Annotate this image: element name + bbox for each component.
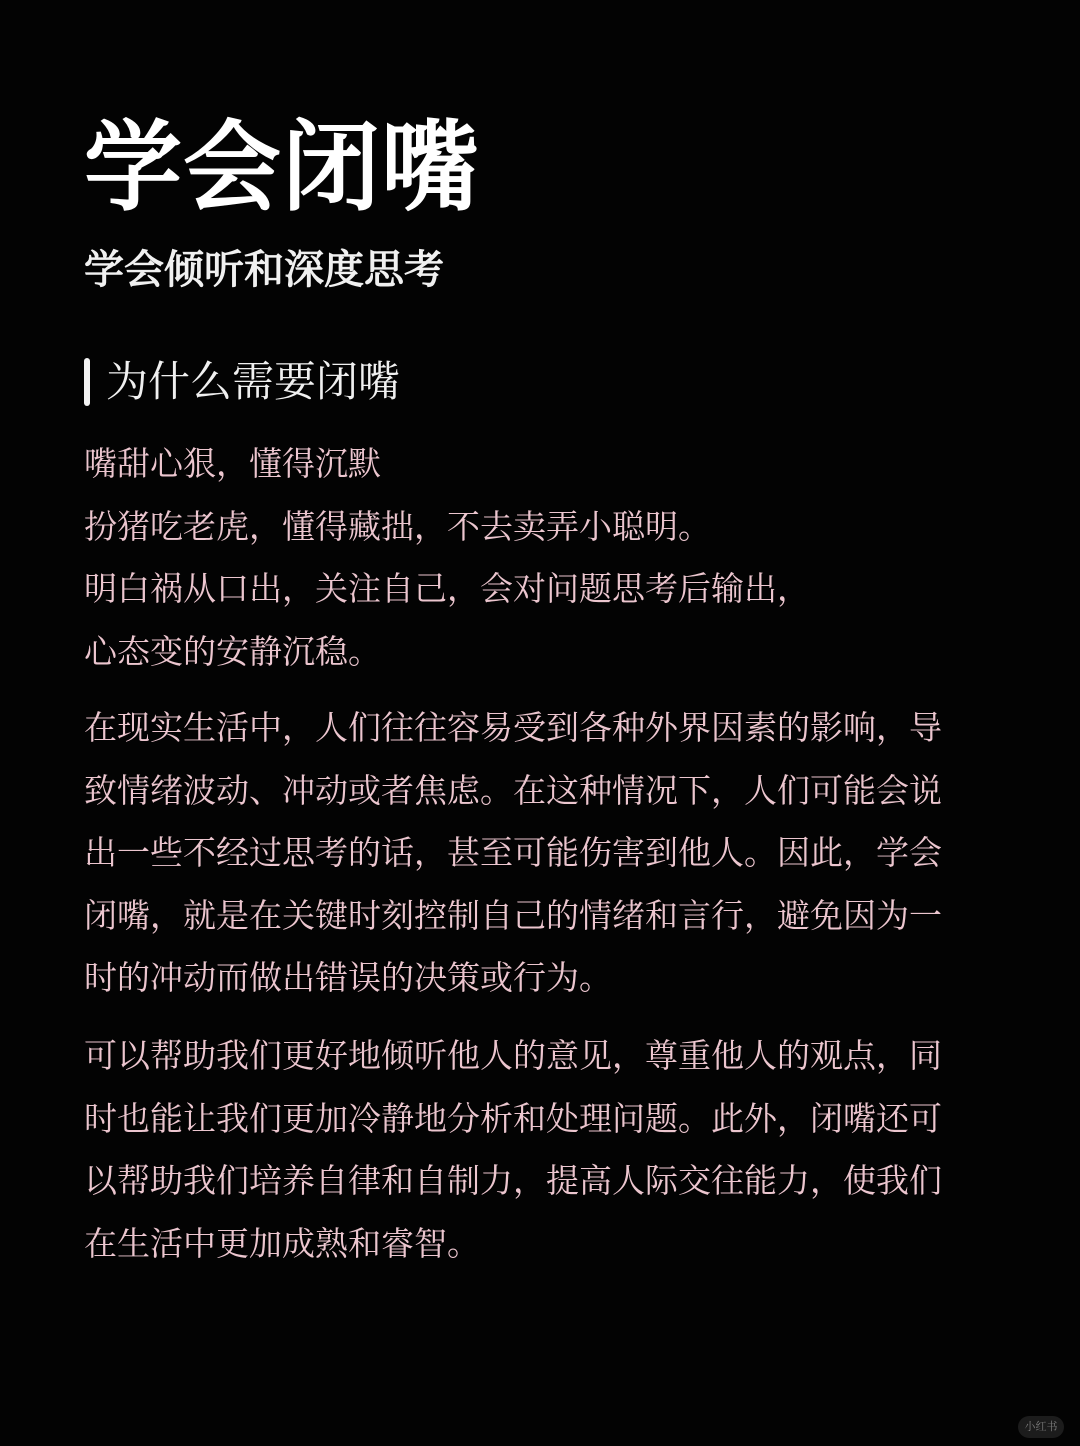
section-accent-bar xyxy=(84,358,90,406)
paragraph-line: 时的冲动而做出错误的决策或行为。 xyxy=(84,958,612,997)
paragraph-line: 时也能让我们更加冷静地分析和处理问题。此外，闭嘴还可 xyxy=(84,1098,942,1138)
watermark-logo: 小红书 xyxy=(1018,1416,1064,1438)
section-title: 为什么需要闭嘴 xyxy=(106,357,401,406)
paragraph-line: 扮猪吃老虎，懂得藏拙，不去卖弄小聪明。 xyxy=(84,506,711,546)
section-heading xyxy=(84,356,400,408)
paragraph-line: 以帮助我们培养自律和自制力，提高人际交往能力，使我们 xyxy=(84,1161,942,1200)
paragraph-line: 在生活中更加成熟和睿智。 xyxy=(84,1223,480,1263)
paragraph-line: 明白祸从口出，关注自己，会对问题思考后输出， xyxy=(84,569,810,608)
paragraph-2 xyxy=(84,697,996,1010)
paragraph-line: 心态变的安静沉稳。 xyxy=(84,631,381,671)
paragraph-line: 出一些不经过思考的话，甚至可能伤害到他人。因此，学会 xyxy=(84,833,942,872)
paragraph-line: 嘴甜心狠，懂得沉默 xyxy=(84,444,381,483)
paragraph-3 xyxy=(84,1025,996,1275)
paragraph-1 xyxy=(84,433,996,683)
paragraph-line: 在现实生活中，人们往往容易受到各种外界因素的影响，导 xyxy=(84,708,942,747)
page-subtitle: 学会倾听和深度思考 xyxy=(84,247,444,293)
page-title: 学会闭嘴 xyxy=(84,111,481,225)
paragraph-line: 可以帮助我们更好地倾听他人的意见，尊重他人的观点，同 xyxy=(84,1036,942,1075)
paragraph-line: 闭嘴，就是在关键时刻控制自己的情绪和言行，避免因为一 xyxy=(84,895,942,935)
paragraph-line: 致情绪波动、冲动或者焦虑。在这种情况下，人们可能会说 xyxy=(84,770,942,810)
